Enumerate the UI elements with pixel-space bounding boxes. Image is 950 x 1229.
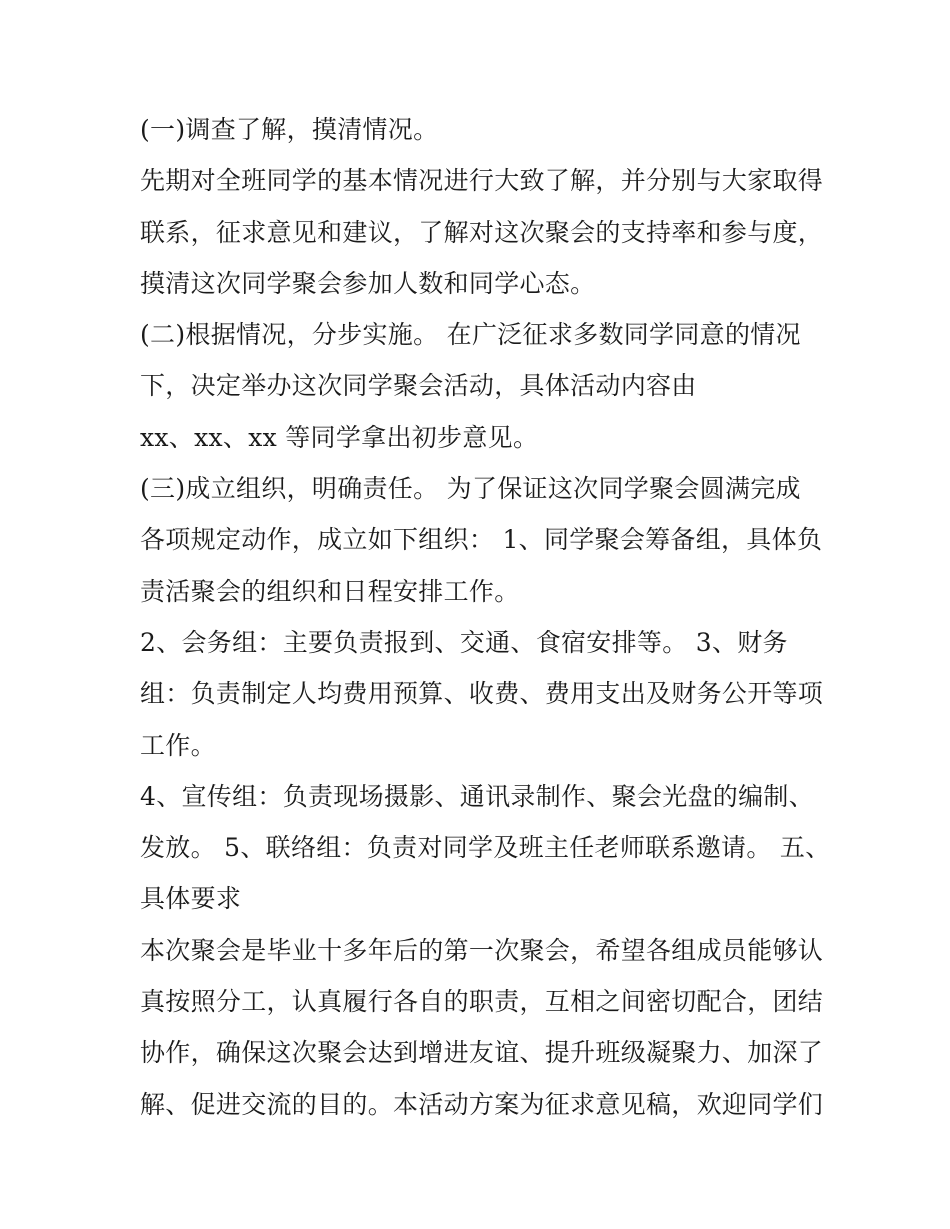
text-line: 具体要求 xyxy=(140,884,242,914)
text-line: 组：负责制定人均费用预算、收费、费用支出及财务公开等项 xyxy=(140,679,824,709)
text-line: 先期对全班同学的基本情况进行大致了解，并分别与大家取得 xyxy=(140,166,824,196)
text-line: 工作。 xyxy=(140,730,216,760)
text-line: 下，决定举办这次同学聚会活动，具体活动内容由 xyxy=(140,371,697,401)
text-line: xx、xx、xx 等同学拿出初步意见。 xyxy=(140,422,539,452)
text-line: 真按照分工，认真履行各自的职责，互相之间密切配合，团结 xyxy=(140,987,824,1017)
text-line: 4、宣传组：负责现场摄影、通讯录制作、聚会光盘的编制、 xyxy=(140,781,815,811)
text-line: 2、会务组：主要负责报到、交通、食宿安排等。 3、财务 xyxy=(140,627,788,657)
text-line: 责活聚会的组织和日程安排工作。 xyxy=(140,576,520,606)
text-line: 发放。 5、联络组：负责对同学及班主任老师联系邀请。 五、 xyxy=(140,833,831,863)
text-line: 联系，征求意见和建议，了解对这次聚会的支持率和参与度， xyxy=(140,217,824,247)
text-line: (二)根据情况，分步实施。 在广泛征求多数同学同意的情况 xyxy=(140,320,801,350)
text-line: (三)成立组织，明确责任。 为了保证这次同学聚会圆满完成 xyxy=(140,474,801,504)
document-body xyxy=(140,110,830,1136)
text-line: (一)调查了解，摸清情况。 xyxy=(140,115,439,144)
text-line: 协作，确保这次聚会达到增进友谊、提升班级凝聚力、加深了 xyxy=(140,1038,824,1068)
text-line: 解、促进交流的目的。本活动方案为征求意见稿，欢迎同学们 xyxy=(140,1089,824,1119)
text-line: 摸清这次同学聚会参加人数和同学心态。 xyxy=(140,268,596,298)
text-line: 本次聚会是毕业十多年后的第一次聚会，希望各组成员能够认 xyxy=(140,935,824,965)
text-line: 各项规定动作，成立如下组织： 1、同学聚会筹备组，具体负 xyxy=(140,525,823,555)
